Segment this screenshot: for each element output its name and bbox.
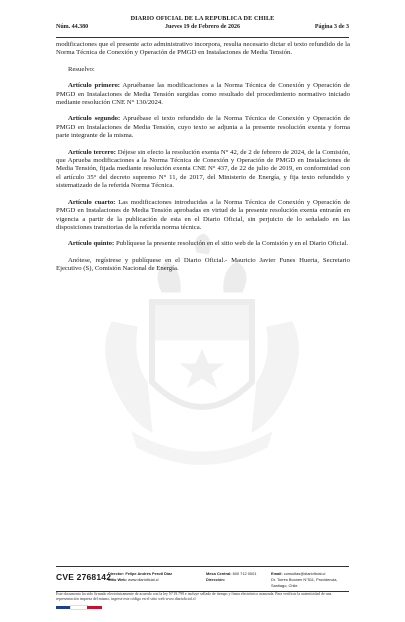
page-indicator: Página 3 de 3 bbox=[314, 24, 349, 30]
site-label: Sitio Web: bbox=[108, 577, 127, 582]
article-paragraph bbox=[56, 82, 350, 107]
desk-label: Mesa Central: bbox=[206, 571, 232, 576]
footer-email-block bbox=[271, 571, 349, 589]
legal-notice: Este documento ha sido firmado electrónicamente de acuerdo con la ley N°19.799 e incluye sellado de tiempo y firma electrónica avanzada. Para verificar la autenticidad de una representación impresa del mismo, ingrese este código en el sitio web www.diarioficial.cl bbox=[56, 592, 332, 602]
page-header bbox=[56, 15, 349, 39]
issue-date: Jueves 19 de Febrero de 2026 bbox=[165, 24, 240, 30]
article-paragraph bbox=[56, 199, 350, 233]
closing-paragraph: Anótese, regístrese y publíquese en el Diario Oficial.- Mauricio Javier Funes Huerta, Secretario Ejecutivo (S), Comisión Nacional de Energía. bbox=[56, 256, 350, 273]
article-text: Apruébase el texto refundido de la Norma Técnica de Conexión y Operación de PMGD en Instalaciones de Media Tensión, cuyo texto se adjunta a la presente resolución exenta y forma parte integrante de la misma. bbox=[56, 115, 350, 140]
cve-code: CVE 2768142 bbox=[56, 572, 112, 582]
article-paragraph bbox=[56, 149, 350, 191]
article-text: Publíquese la presente resolución en el sitio web de la Comisión y en el Diario Oficial. bbox=[115, 240, 349, 248]
article-heading: Artículo cuarto: bbox=[68, 198, 116, 206]
email-label: Email: bbox=[271, 571, 283, 576]
issue-number: Núm. 44.380 bbox=[56, 24, 89, 30]
footer-director-block bbox=[108, 571, 172, 583]
address-text: Dr. Torres Boonen N°511, Providencia, Santiago, Chile. bbox=[271, 577, 338, 588]
director-name: Felipe Andrés Peroti Díaz bbox=[125, 571, 173, 576]
article-paragraph bbox=[56, 240, 350, 248]
email-link[interactable]: consultas@diarioficial.cl bbox=[283, 571, 326, 576]
article-paragraph bbox=[56, 115, 350, 140]
director-label: Director: bbox=[108, 571, 125, 576]
desk-phone: 600 712 0001 bbox=[232, 571, 257, 576]
site-link[interactable]: www.diarioficial.cl bbox=[128, 577, 159, 582]
resuelvo-label: Resuelvo: bbox=[68, 65, 95, 73]
address-label: Dirección: bbox=[206, 577, 226, 582]
article-text: Déjese sin efecto la resolución exenta N° 42, de 2 de febrero de 2024, de la Comisión, que Aprueba modificaciones a la Norma Técnica de Conexión y Operación de PMGD en Instalaciones de Media Tensión, fijada mediante resolución exenta CNE N° 437, de 22 de julio de 2019, en conformidad con el artículo 35° del decreto supremo N° 11, de 2017, del Ministerio de Energía, y fija texto refundido y sistematizado de la referida Norma Técnica. bbox=[56, 148, 350, 190]
header-divider bbox=[56, 37, 349, 38]
article-heading: Artículo primero: bbox=[68, 82, 121, 90]
intro-paragraph: modificaciones que el presente acto administrativo incorpora, resulta necesario dictar el texto refundido de la Norma Técnica de Conexión y Operación de PMGD en Instalaciones de Media Tensión. bbox=[56, 41, 350, 57]
article-text: Las modificaciones introducidas a la Norma Técnica de Conexión y Operación de PMGD en Instalaciones de Media Tensión aprobadas en virtud de la presente resolución exenta entrarán en vigencia a partir de la publicación de esta en el Diario Oficial, sin perjuicio de lo señalado en las disposiciones transitorias de la referida norma técnica. bbox=[56, 198, 351, 231]
footer-contact-block bbox=[206, 571, 256, 583]
footer-band bbox=[56, 566, 349, 592]
gazette-title: DIARIO OFICIAL DE LA REPUBLICA DE CHILE bbox=[130, 15, 275, 22]
chile-flag-stripe bbox=[56, 606, 102, 609]
document-body bbox=[56, 41, 350, 282]
article-heading: Artículo quinto: bbox=[68, 240, 115, 248]
article-text: Apruébanse las modificaciones a la Norma Técnica de Conexión y Operación de PMGD en Instalaciones de Media Tensión surgidas como resultado del procedimiento normativo iniciado mediante resolución CNE N° 130/2024. bbox=[56, 82, 350, 107]
article-heading: Artículo segundo: bbox=[68, 115, 121, 123]
article-heading: Artículo tercero: bbox=[68, 148, 116, 156]
